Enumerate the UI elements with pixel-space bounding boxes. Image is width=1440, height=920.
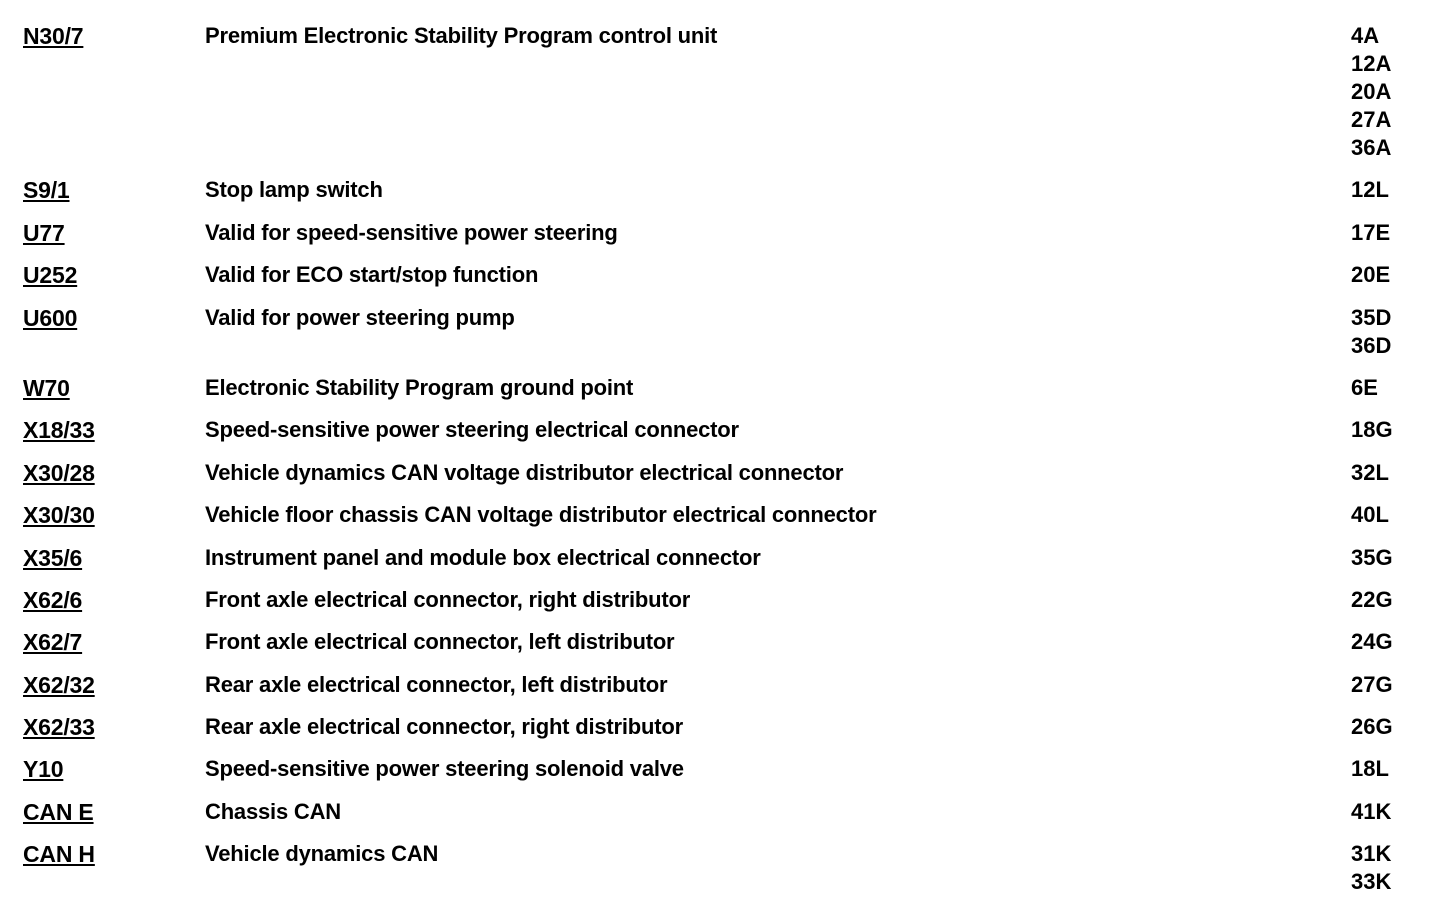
grid-location: 18L <box>1351 756 1389 782</box>
grid-location: 35G <box>1351 544 1393 570</box>
grid-location: 4A <box>1351 23 1380 48</box>
legend-row <box>23 671 1423 713</box>
component-description: Valid for power steering pump <box>205 304 515 330</box>
legend-row <box>23 219 1423 261</box>
grid-location: 35D <box>1351 304 1392 330</box>
component-code-cell <box>23 586 205 614</box>
component-description: Front axle electrical connector, right distributor <box>205 586 691 612</box>
component-description: Front axle electrical connector, left distributor <box>205 629 675 655</box>
legend-row <box>23 501 1423 543</box>
component-code-cell <box>23 840 205 868</box>
legend-row <box>23 544 1423 586</box>
grid-location-cell <box>1351 22 1423 162</box>
component-code-link[interactable]: X62/6 <box>23 586 83 613</box>
legend-row <box>23 304 1423 374</box>
grid-location: 26G <box>1351 714 1393 740</box>
legend-row <box>23 586 1423 628</box>
component-code-link[interactable]: X62/7 <box>23 629 83 656</box>
grid-location-cell <box>1351 501 1423 529</box>
grid-location-cell <box>1351 713 1423 741</box>
legend-row <box>23 755 1423 797</box>
component-code-cell <box>23 755 205 783</box>
grid-location-cell <box>1351 219 1423 247</box>
component-description: Instrument panel and module box electrical connector <box>205 544 761 570</box>
component-code-link[interactable]: N30/7 <box>23 23 84 49</box>
component-code-cell <box>23 671 205 699</box>
legend-row <box>23 459 1423 501</box>
grid-location-cell <box>1351 374 1423 402</box>
component-code-cell <box>23 374 205 402</box>
legend-row <box>23 176 1423 218</box>
component-legend-table <box>23 22 1423 911</box>
component-description: Valid for speed-sensitive power steering <box>205 219 618 245</box>
component-code-cell <box>23 628 205 656</box>
grid-location: 22G <box>1351 586 1393 612</box>
component-code-link[interactable]: X30/28 <box>23 459 95 486</box>
component-code-link[interactable]: X62/33 <box>23 714 95 741</box>
grid-location-cell <box>1351 755 1423 783</box>
component-description: Valid for ECO start/stop function <box>205 262 539 288</box>
component-description: Vehicle floor chassis CAN voltage distributor electrical connector <box>205 502 877 528</box>
component-code-cell <box>23 416 205 444</box>
grid-location: 32L <box>1351 459 1389 485</box>
component-code-cell <box>23 176 205 204</box>
legend-row <box>23 713 1423 755</box>
grid-location: 41K <box>1351 798 1392 824</box>
grid-location-cell <box>1351 544 1423 572</box>
component-code-link[interactable]: X62/32 <box>23 671 95 698</box>
component-code-link[interactable]: CAN E <box>23 798 94 825</box>
component-code-link[interactable]: X18/33 <box>23 417 95 444</box>
component-description: Stop lamp switch <box>205 177 383 203</box>
component-code-link[interactable]: X35/6 <box>23 544 83 571</box>
grid-location: 12A <box>1351 51 1392 76</box>
component-description: Vehicle dynamics CAN voltage distributor electrical connector <box>205 459 844 485</box>
grid-location-cell <box>1351 261 1423 289</box>
grid-location: 12L <box>1351 177 1389 203</box>
grid-location: 18G <box>1351 417 1393 443</box>
grid-location-cell <box>1351 840 1423 896</box>
grid-location-cell <box>1351 798 1423 826</box>
grid-location: 40L <box>1351 502 1389 528</box>
grid-location: 27G <box>1351 671 1393 697</box>
component-code-link[interactable]: U77 <box>23 219 65 246</box>
legend-row <box>23 261 1423 303</box>
component-code-cell <box>23 219 205 247</box>
component-description: Electronic Stability Program ground point <box>205 374 634 400</box>
component-code-cell <box>23 22 205 50</box>
grid-location: 31K <box>1351 841 1392 867</box>
grid-location: 20A <box>1351 79 1392 104</box>
component-code-cell <box>23 501 205 529</box>
component-code-cell <box>23 459 205 487</box>
grid-location-cell <box>1351 628 1423 656</box>
component-description: Chassis CAN <box>205 798 341 824</box>
component-description: Rear axle electrical connector, right distributor <box>205 714 684 740</box>
component-description: Speed-sensitive power steering electrical connector <box>205 417 739 443</box>
grid-location: 24G <box>1351 629 1393 655</box>
component-code-cell <box>23 798 205 826</box>
grid-location-cell <box>1351 459 1423 487</box>
grid-location: 33K <box>1351 869 1392 895</box>
component-code-link[interactable]: W70 <box>23 374 70 401</box>
legend-row <box>23 628 1423 670</box>
component-code-cell <box>23 713 205 741</box>
legend-row <box>23 840 1423 910</box>
grid-location: 36A <box>1351 135 1392 160</box>
component-code-link[interactable]: U252 <box>23 262 78 289</box>
component-description: Rear axle electrical connector, left distributor <box>205 671 668 697</box>
grid-location: 36D <box>1351 332 1392 358</box>
grid-location: 6E <box>1351 374 1378 400</box>
component-code-link[interactable]: U600 <box>23 304 78 331</box>
component-code-cell <box>23 544 205 572</box>
grid-location: 17E <box>1351 219 1391 245</box>
grid-location-cell <box>1351 416 1423 444</box>
component-description: Vehicle dynamics CAN <box>205 841 439 867</box>
grid-location-cell <box>1351 671 1423 699</box>
component-code-link[interactable]: Y10 <box>23 756 64 783</box>
grid-location-cell <box>1351 586 1423 614</box>
grid-location: 20E <box>1351 262 1391 288</box>
grid-location-cell <box>1351 176 1423 204</box>
grid-location: 27A <box>1351 107 1392 132</box>
legend-row <box>23 22 1423 176</box>
component-description: Premium Electronic Stability Program control unit <box>205 23 718 48</box>
component-code-link[interactable]: CAN H <box>23 841 95 868</box>
component-description: Speed-sensitive power steering solenoid valve <box>205 756 684 782</box>
component-code-cell <box>23 304 205 332</box>
grid-location-cell <box>1351 304 1423 360</box>
legend-row <box>23 374 1423 416</box>
legend-row <box>23 798 1423 840</box>
component-code-link[interactable]: X30/30 <box>23 502 95 529</box>
component-code-cell <box>23 261 205 289</box>
legend-row <box>23 416 1423 458</box>
component-code-link[interactable]: S9/1 <box>23 177 70 204</box>
